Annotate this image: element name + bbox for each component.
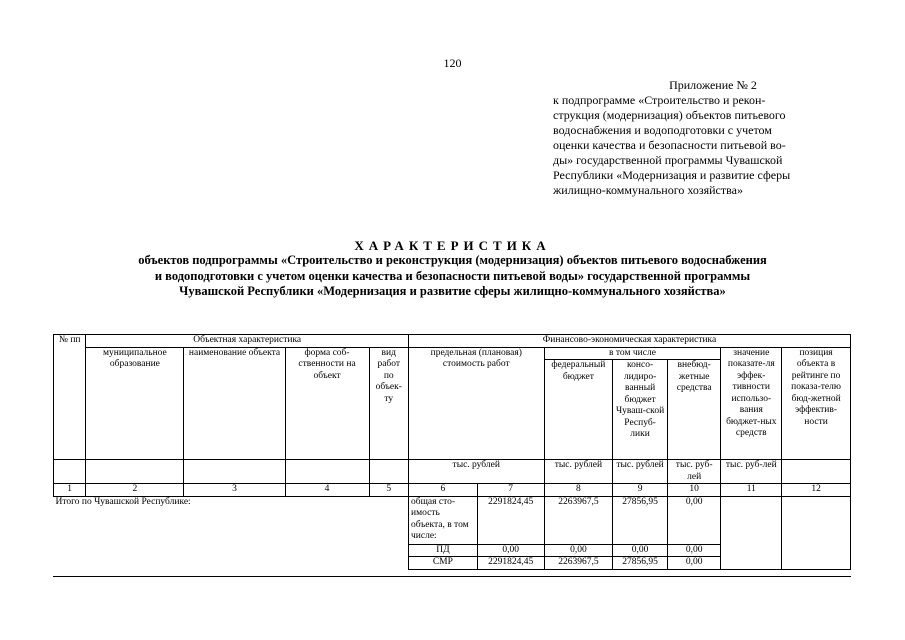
unit-consolidated: тыс. рублей: [613, 460, 668, 484]
header-work-type: вид работ по объек-ту: [369, 347, 408, 460]
row-rating: [782, 496, 851, 569]
document-subtitle: [60, 253, 845, 300]
header-municipal: муниципальное образование: [86, 347, 184, 460]
header-empty: [285, 460, 369, 484]
header-federal: федеральный бюджет: [544, 360, 613, 460]
row-consolidated: 0,00: [613, 544, 668, 557]
row-federal: 0,00: [544, 544, 613, 557]
row-extrabudget: 0,00: [667, 544, 721, 557]
appendix-heading: Приложение № 2: [669, 78, 757, 92]
row-cost: 2291824,45: [477, 557, 544, 570]
appendix-line: к подпрограмме «Строительство и рекон-: [553, 93, 766, 107]
header-consolidated: консо-лидиро-ванный бюджет Чуваш-ской Респуб-лики: [613, 360, 668, 460]
header-including: в том числе: [544, 347, 721, 360]
unit-federal: тыс. рублей: [544, 460, 613, 484]
row-label: ПД: [409, 544, 478, 557]
unit-extrabudget: тыс. руб-лей: [667, 460, 721, 484]
characteristics-table: [53, 334, 851, 570]
header-ownership: форма соб-ственности на объект: [285, 347, 369, 460]
unit-efficiency: тыс. руб-лей: [721, 460, 782, 484]
column-number: 4: [285, 484, 369, 497]
row-extrabudget: 0,00: [667, 496, 721, 544]
header-empty: [86, 460, 184, 484]
appendix-line: Республики «Модернизация и развитие сферы: [553, 168, 791, 182]
appendix-line: струкция (модернизация) объектов питьевого: [553, 108, 786, 122]
column-number: 11: [721, 484, 782, 497]
unit-cost: тыс. рублей: [409, 460, 545, 484]
column-number: 7: [477, 484, 544, 497]
column-number: 1: [54, 484, 86, 497]
row-label: общая сто-имость объекта, в том числе:: [409, 496, 478, 544]
column-number-row: [54, 484, 851, 497]
column-number: 12: [782, 484, 851, 497]
table-bottom-rule: [53, 576, 851, 577]
header-empty: [782, 460, 851, 484]
row-extrabudget: 0,00: [667, 557, 721, 570]
header-empty: [369, 460, 408, 484]
header-finance-group: Финансово-экономическая характеристика: [409, 335, 851, 348]
header-object-group: Объектная характеристика: [86, 335, 409, 348]
appendix-body: [553, 93, 845, 198]
column-number: 3: [184, 484, 285, 497]
header-empty: [184, 460, 285, 484]
header-rating: позиция объекта в рейтинге по показа-телю бюд-жетной эффектив-ности: [782, 347, 851, 460]
column-number: 8: [544, 484, 613, 497]
appendix-line: ды» государственной программы Чувашской: [553, 153, 783, 167]
header-empty: [54, 460, 86, 484]
row-label: СМР: [409, 557, 478, 570]
subtitle-line: Чувашской Республики «Модернизация и развитие сферы жилищно-коммунального хозяйства»: [179, 284, 726, 298]
header-efficiency: значение показате-ля эффек-тивности использо-вания бюджет-ных средств: [721, 347, 782, 460]
column-number: 6: [409, 484, 478, 497]
row-cost: 2291824,45: [477, 496, 544, 544]
column-number: 9: [613, 484, 668, 497]
table-row: [54, 496, 851, 544]
row-consolidated: 27856,95: [613, 557, 668, 570]
appendix-line: жилищно-коммунального хозяйства»: [553, 183, 743, 197]
column-number: 2: [86, 484, 184, 497]
header-num: № пп: [54, 335, 86, 460]
appendix-line: водоснабжения и водоподготовки с учетом: [553, 123, 772, 137]
row-consolidated: 27856,95: [613, 496, 668, 544]
header-object-name: наименование объекта: [184, 347, 285, 460]
appendix-block: [553, 78, 845, 198]
row-efficiency: [721, 496, 782, 569]
row-cost: 0,00: [477, 544, 544, 557]
subtitle-line: и водоподготовки с учетом оценки качества и безопасности питьевой воды» государственной программы: [154, 268, 751, 283]
column-number: 10: [667, 484, 721, 497]
total-label: Итого по Чувашской Республике:: [54, 496, 409, 569]
appendix-line: оценки качества и безопасности питьевой во-: [553, 138, 786, 152]
subtitle-line: объектов подпрограммы «Строительство и реконструкция (модернизация) объектов питьевого водоснабжения: [138, 253, 767, 267]
header-cost: предельная (плановая) стоимость работ: [409, 347, 545, 460]
column-number: 5: [369, 484, 408, 497]
page-number: 120: [443, 56, 462, 70]
row-federal: 2263967,5: [544, 496, 613, 544]
row-federal: 2263967,5: [544, 557, 613, 570]
header-extrabudget: внебюд-жетные средства: [667, 360, 721, 460]
document-title: ХАРАКТЕРИСТИКА: [354, 238, 551, 253]
